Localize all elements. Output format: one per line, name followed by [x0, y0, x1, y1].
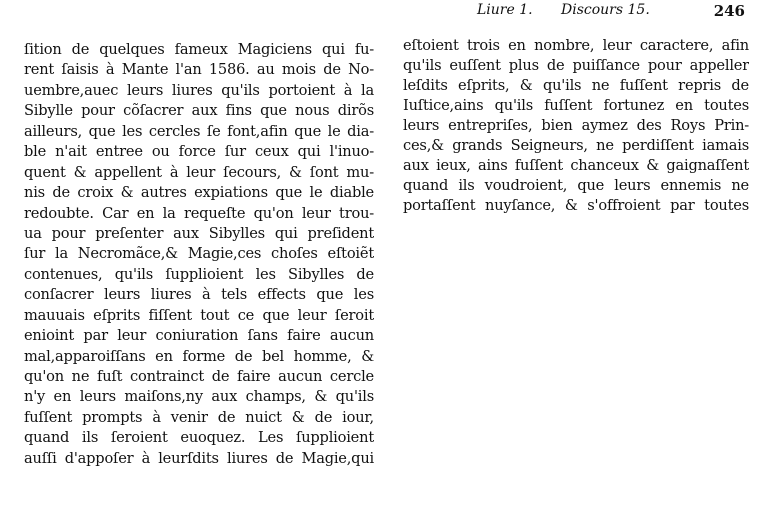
- text-line: conſacrer leurs liures à tels effects que les: [24, 286, 374, 304]
- text-line: enioint par leur coniuration ſans faire aucun: [24, 327, 374, 345]
- text-line: quand ils ſeroient euoquez. Les ſupplioient: [24, 429, 374, 447]
- text-line: contenues, qu'ils ſupplioient les Sibylles de: [24, 265, 374, 283]
- text-line: nis de croix & autres expiations que le diable: [24, 184, 374, 202]
- text-line: eſtoient trois en nombre, leur caractere, afin: [403, 37, 749, 54]
- text-line: mauuais eſprits fiſſent tout ce que leur ſeroit: [24, 306, 374, 324]
- text-line: ua pour preſenter aux Sibylles qui preſident: [24, 224, 374, 242]
- text-line: Sibylle pour cõſacrer aux fins que nous dirõs: [24, 102, 374, 120]
- text-line: portaſſent nuyſance, & s'offroient par toutes: [403, 197, 749, 214]
- text-line: qu'on ne fuſt contrainct de faire aucun cercle: [24, 368, 374, 385]
- text-line: ces,& grands Seigneurs, ne perdiſſent iamais: [403, 137, 749, 154]
- text-line: quand ils voudroient, que leurs ennemis ne: [403, 177, 749, 194]
- text-line: ſur la Necromãce,& Magie,ces choſes eſtoiẽt: [24, 245, 374, 263]
- text-line: ble n'ait entree ou force ſur ceux qui l'inuo-: [24, 143, 374, 161]
- text-line: redoubte. Car en la requeſte qu'on leur trou-: [24, 204, 374, 222]
- left-text-column: [24, 40, 374, 469]
- running-head: [477, 2, 745, 20]
- text-line: ailleurs, que les cercles ſe font,afin que le dia-: [24, 122, 374, 140]
- text-line: quent & appellent à leur ſecours, & ſont mu-: [24, 163, 374, 181]
- text-line: aux ieux, ains fuſſent chanceux & gaignaſſent: [403, 157, 749, 174]
- running-head-book: Liure 1.: [477, 2, 533, 18]
- running-head-discourse: Discours 15.: [561, 2, 650, 18]
- text-line: qu'ils euſſent plus de puiſſance pour appeller: [403, 57, 749, 74]
- text-line: fuſſent prompts à venir de nuict & de iour,: [24, 408, 374, 426]
- page-number: 246: [713, 2, 745, 20]
- text-line: ſition de quelques fameux Magiciens qui fu-: [24, 41, 374, 58]
- text-line: n'y en leurs maiſons,ny aux champs, & qu'ils: [24, 388, 374, 406]
- text-line: leurs entrepriſes, bien aymez des Roys Prin-: [403, 117, 749, 134]
- text-line: leſdits eſprits, & qu'ils ne fuſſent repris de: [403, 77, 749, 94]
- right-text-column: [403, 36, 749, 216]
- text-line: mal,apparoiſſans en forme de bel homme, &: [24, 347, 374, 365]
- text-line: Iuſtice,ains qu'ils fuſſent fortunez en toutes: [403, 97, 749, 114]
- text-line: auſſi d'appoſer à leurſdits liures de Magie,qui: [24, 449, 374, 467]
- text-line: uembre,auec leurs liures qu'ils portoient à la: [24, 81, 374, 99]
- text-line: rent ſaisis à Mante l'an 1586. au mois de No-: [24, 61, 374, 79]
